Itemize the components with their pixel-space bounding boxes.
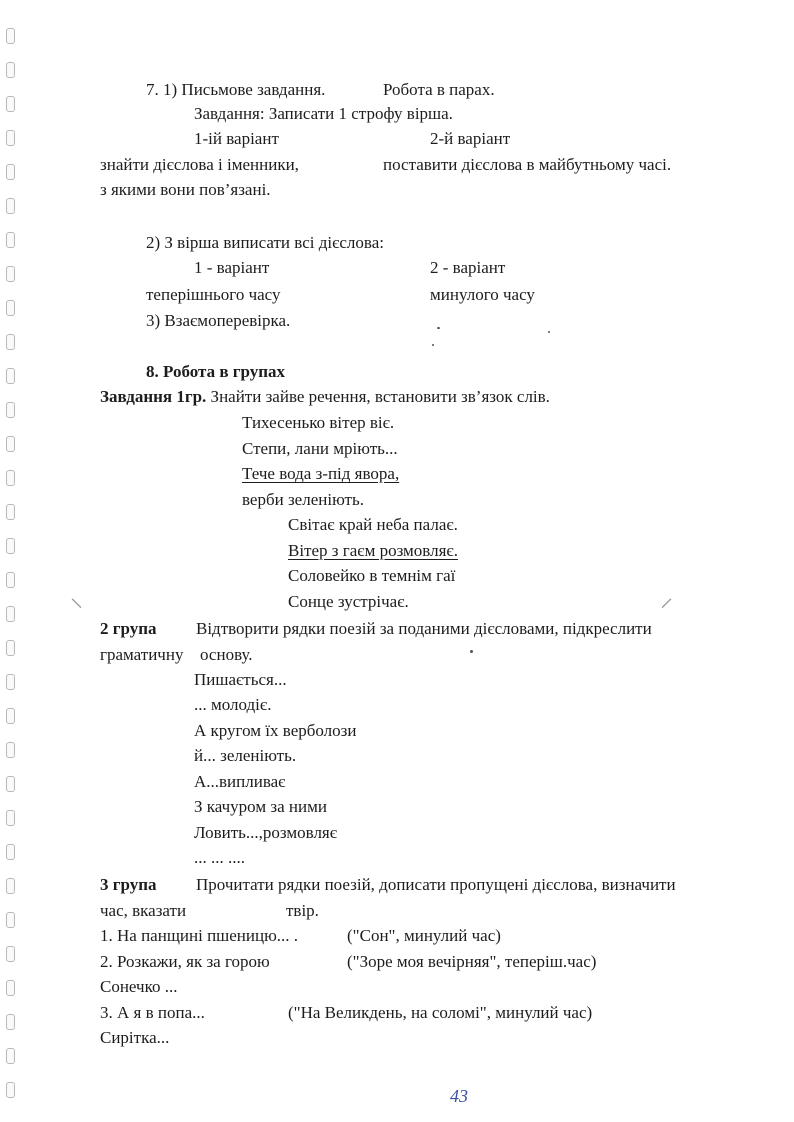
punch-hole (6, 470, 15, 486)
scan-smudge: ⸜ (70, 583, 84, 613)
punch-hole (6, 538, 15, 554)
punch-hole (6, 232, 15, 248)
g2-line: А...випливає (194, 772, 286, 791)
s8-title: 8. Робота в групах (146, 362, 285, 381)
s7-point-2: 2) З вірша виписати всі дієслова: (146, 233, 384, 252)
punch-hole (6, 1014, 15, 1030)
g3-item-3-cont: Сирітка... (100, 1028, 170, 1047)
s7-variant-1-text-1: знайти дієслова і іменники, (100, 155, 299, 174)
s7-variant-1-text-2: з якими вони пов’язані. (100, 180, 271, 199)
s7-task: Завдання: Записати 1 строфу вірша. (194, 104, 453, 123)
poem-line-underlined: Вітер з гаєм розмовляє. (288, 541, 458, 560)
page-number: 43 (450, 1086, 468, 1106)
poem-line: Соловейко в темнім гаї (288, 566, 456, 585)
punch-hole (6, 28, 15, 44)
s8-group1-task (100, 387, 550, 407)
s7-variant-2-text: поставити дієслова в майбутньому часі. (383, 155, 672, 174)
s7-p2-variant-2-text: минулого часу (430, 285, 535, 304)
punch-hole (6, 62, 15, 78)
poem-line: Тихесенько вітер віє. (242, 413, 395, 432)
g3-item-3: 3. А я в попа... (100, 1003, 205, 1022)
s7-variant-1: 1-ій варіант (194, 129, 279, 148)
punch-hole (6, 300, 15, 316)
punch-hole (6, 572, 15, 588)
s8-group3-text-2a: час, вказати (100, 901, 187, 920)
g3-item-3-note: ("На Великдень, на соломі", минулий час) (288, 1003, 593, 1022)
s7-p2-variant-1: 1 - варіант (194, 258, 270, 277)
s8-group3-text-1: Прочитати рядки поезій, дописати пропущені дієслова, визначити (196, 875, 676, 894)
scan-speck (548, 331, 550, 333)
scan-speck (437, 327, 440, 329)
s7-p2-variant-2: 2 - варіант (430, 258, 506, 277)
punch-hole (6, 368, 15, 384)
s8-group2-text-1: Відтворити рядки поезій за поданими дієсловами, підкреслити (196, 619, 652, 638)
g2-line: Ловить...,розмовляє (194, 823, 338, 842)
punch-hole (6, 742, 15, 758)
binding-edge (0, 0, 34, 1122)
punch-hole (6, 1048, 15, 1064)
s7-pair-work: Робота в парах. (383, 80, 495, 99)
punch-hole (6, 130, 15, 146)
g2-line: й... зеленіють. (194, 746, 297, 765)
s7-point-3: 3) Взаємоперевірка. (146, 311, 291, 330)
scan-speck (470, 650, 473, 653)
poem-line-underlined: Тече вода з-під явора, (242, 464, 400, 483)
g3-item-1-note: ("Сон", минулий час) (347, 926, 501, 945)
g2-line: ... молодіє. (194, 695, 272, 714)
punch-hole (6, 844, 15, 860)
s7-heading: 7. 1) Письмове завдання. (146, 80, 326, 99)
punch-hole (6, 402, 15, 418)
g3-item-1: 1. На панщині пшеницю... . (100, 926, 299, 945)
punch-hole (6, 980, 15, 996)
punch-hole (6, 198, 15, 214)
s8-group2-text-2b: основу. (200, 645, 253, 664)
s8-group1-text: Знайти зайве речення, встановити зв’язок слів. (210, 387, 550, 406)
g2-line: Пишається... (194, 670, 287, 689)
poem-line: Сонце зустрічає. (288, 592, 409, 611)
punch-hole (6, 776, 15, 792)
punch-hole (6, 946, 15, 962)
punch-hole (6, 266, 15, 282)
punch-hole (6, 96, 15, 112)
punch-hole (6, 504, 15, 520)
s8-group2-text-2a: граматичну (100, 645, 184, 664)
s7-variant-2: 2-й варіант (430, 129, 511, 148)
s8-group1-label: Завдання 1гр. (100, 387, 207, 406)
g2-line: З качуром за ними (194, 797, 327, 816)
s7-p2-variant-1-text: теперішнього часу (146, 285, 281, 304)
punch-hole (6, 912, 15, 928)
g3-item-2-cont: Сонечко ... (100, 977, 178, 996)
punch-hole (6, 674, 15, 690)
poem-line: Степи, лани мріють... (242, 439, 398, 458)
s8-group2-label: 2 група (100, 619, 157, 638)
s8-group3-label: 3 група (100, 875, 157, 894)
scan-smudge: ⸝ (660, 583, 674, 613)
punch-hole (6, 810, 15, 826)
g3-item-2-note: ("Зоре моя вечірняя", теперіш.час) (347, 952, 597, 971)
punch-hole (6, 334, 15, 350)
punch-hole (6, 708, 15, 724)
g2-line: ... ... .... (194, 848, 245, 867)
punch-hole (6, 164, 15, 180)
poem-line: Світає край неба палає. (288, 515, 458, 534)
punch-hole (6, 606, 15, 622)
punch-hole (6, 878, 15, 894)
g2-line: А кругом їх верболози (194, 721, 357, 740)
g3-item-2: 2. Розкажи, як за горою (100, 952, 270, 971)
punch-hole (6, 436, 15, 452)
punch-hole (6, 1082, 15, 1098)
scan-speck (432, 344, 434, 346)
s8-group3-text-2b: твір. (286, 901, 319, 920)
poem-line: верби зеленіють. (242, 490, 364, 509)
punch-hole (6, 640, 15, 656)
